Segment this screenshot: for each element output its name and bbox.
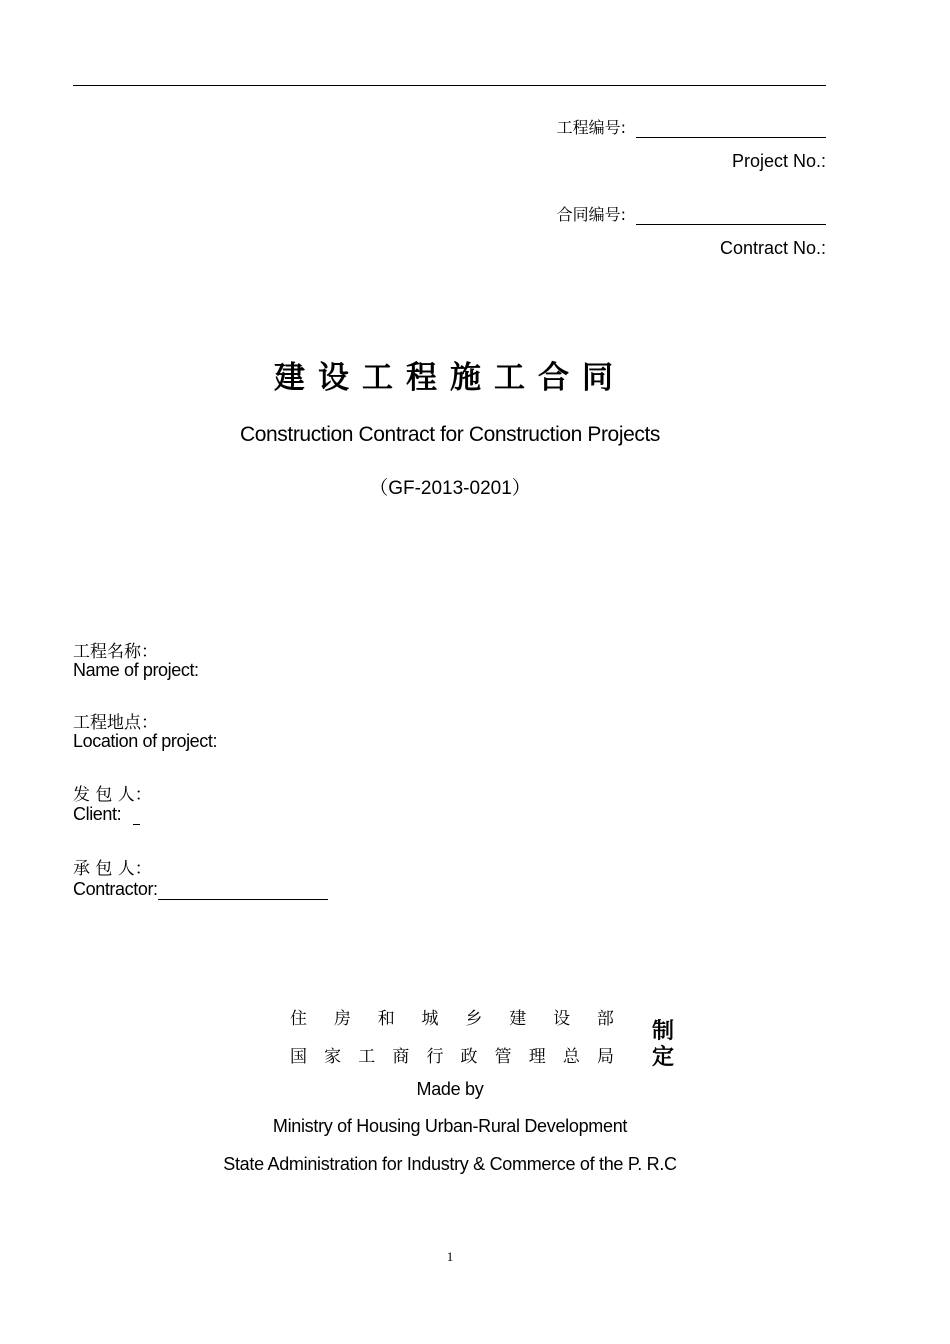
- contract-number-label-en: Contract No.:: [719, 238, 826, 258]
- client-row: [73, 804, 140, 825]
- contract-number-label-cn: 合同编号:: [556, 205, 626, 224]
- contractor-label-en: Contractor:: [73, 879, 158, 899]
- contract-code: （GF-2013-0201）: [369, 478, 531, 499]
- client-blank[interactable]: [133, 810, 140, 825]
- contractor-row: [73, 879, 328, 900]
- project-location-label-en: Location of project:: [73, 731, 218, 751]
- issuer-administration-cn: 国 家 工 商 行 政 管 理 总 局: [290, 1047, 614, 1067]
- title-chinese: 建设工程施工合同: [274, 360, 626, 396]
- project-number-blank[interactable]: [636, 119, 826, 138]
- project-name-label-cn: 工程名称：: [73, 642, 158, 662]
- contractor-label-cn: 承 包 人：: [73, 859, 152, 879]
- administration-en: State Administration for Industry & Commerce of the P. R.C: [223, 1154, 677, 1174]
- client-label-cn: 发 包 人：: [73, 785, 152, 805]
- made-by: Made by: [416, 1079, 484, 1099]
- contract-number-row: [557, 202, 826, 225]
- header-rule: [73, 85, 826, 86]
- project-number-row: [557, 115, 826, 138]
- client-label-en: Client:: [73, 804, 122, 824]
- ministry-en: Ministry of Housing Urban-Rural Development: [272, 1116, 628, 1136]
- title-english: Construction Contract for Construction Projects: [239, 423, 661, 446]
- project-location-label-cn: 工程地点：: [73, 713, 158, 733]
- issued-mark: 制定: [652, 1019, 675, 1070]
- project-name-label-en: Name of project:: [73, 660, 199, 680]
- contract-number-blank[interactable]: [636, 206, 826, 225]
- issuer-ministry-cn: 住 房 和 城 乡 建 设 部: [290, 1009, 614, 1029]
- page-number: 1: [446, 1249, 454, 1264]
- contractor-blank[interactable]: [158, 881, 328, 900]
- project-number-label-en: Project No.:: [731, 151, 826, 171]
- project-number-label-cn: 工程编号:: [556, 118, 626, 137]
